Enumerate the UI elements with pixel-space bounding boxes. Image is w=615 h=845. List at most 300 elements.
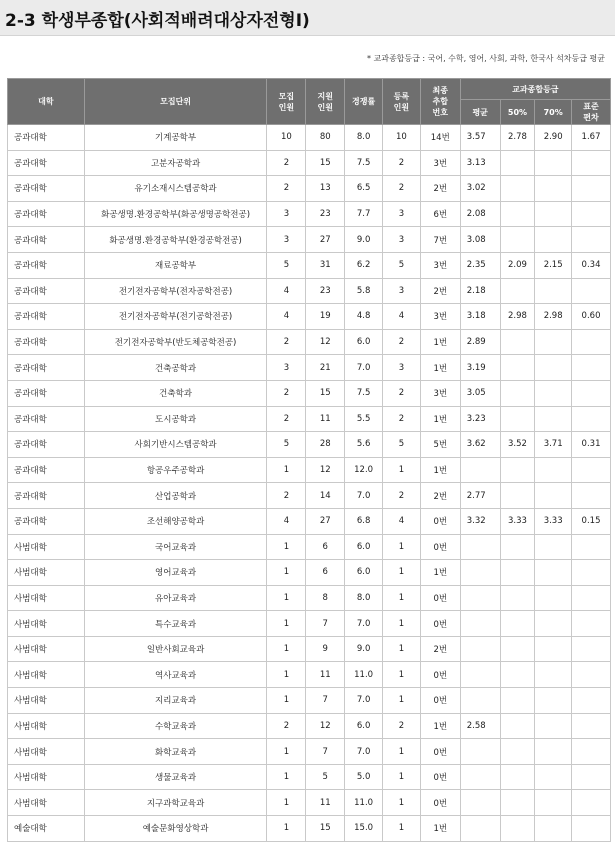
cell-quota: 3 <box>267 201 306 227</box>
cell-grade-sd <box>572 816 611 842</box>
cell-applicants: 15 <box>306 380 345 406</box>
cell-grade-sd <box>572 764 611 790</box>
cell-registered: 3 <box>383 278 421 304</box>
cell-grade-sd <box>572 790 611 816</box>
cell-grade-p70 <box>535 611 572 637</box>
cell-registered: 10 <box>383 125 421 151</box>
cell-grade-p70 <box>535 201 572 227</box>
cell-ratio: 6.0 <box>345 329 383 355</box>
cell-grade-p70: 2.90 <box>535 125 572 151</box>
cell-univ: 공과대학 <box>8 329 85 355</box>
cell-registered: 1 <box>383 790 421 816</box>
cell-applicants: 6 <box>306 534 345 560</box>
cell-univ: 공과대학 <box>8 432 85 458</box>
cell-grade-p70 <box>535 636 572 662</box>
cell-univ: 공과대학 <box>8 227 85 253</box>
cell-grade-sd <box>572 227 611 253</box>
cell-grade-sd: 0.15 <box>572 508 611 534</box>
cell-grade-p50 <box>500 150 535 176</box>
cell-final-number: 0번 <box>420 764 460 790</box>
cell-registered: 2 <box>383 483 421 509</box>
cell-grade-sd <box>572 201 611 227</box>
cell-grade-avg <box>460 688 500 714</box>
cell-grade-sd <box>572 560 611 586</box>
cell-final-number: 14번 <box>420 125 460 151</box>
cell-quota: 1 <box>267 739 306 765</box>
cell-grade-p70 <box>535 150 572 176</box>
cell-registered: 4 <box>383 508 421 534</box>
header-ratio: 경쟁률 <box>345 79 383 125</box>
cell-final-number: 0번 <box>420 790 460 816</box>
table-row <box>8 662 611 688</box>
cell-univ: 공과대학 <box>8 278 85 304</box>
cell-univ: 공과대학 <box>8 457 85 483</box>
cell-grade-avg: 2.35 <box>460 252 500 278</box>
cell-grade-p50 <box>500 227 535 253</box>
cell-registered: 4 <box>383 304 421 330</box>
table-row <box>8 688 611 714</box>
cell-applicants: 7 <box>306 739 345 765</box>
cell-applicants: 27 <box>306 227 345 253</box>
table-row <box>8 816 611 842</box>
cell-grade-p50 <box>500 201 535 227</box>
cell-dept: 기계공학부 <box>84 125 267 151</box>
cell-grade-p50: 3.52 <box>500 432 535 458</box>
header-univ: 대학 <box>8 79 85 125</box>
cell-grade-p70 <box>535 483 572 509</box>
cell-quota: 2 <box>267 176 306 202</box>
cell-univ: 공과대학 <box>8 406 85 432</box>
cell-applicants: 12 <box>306 329 345 355</box>
cell-final-number: 1번 <box>420 713 460 739</box>
cell-ratio: 5.5 <box>345 406 383 432</box>
cell-grade-p70 <box>535 176 572 202</box>
cell-grade-p70 <box>535 329 572 355</box>
cell-grade-p70: 3.71 <box>535 432 572 458</box>
cell-univ: 공과대학 <box>8 380 85 406</box>
admission-table <box>7 78 611 842</box>
cell-final-number: 1번 <box>420 560 460 586</box>
cell-grade-sd <box>572 534 611 560</box>
cell-univ: 공과대학 <box>8 355 85 381</box>
cell-grade-avg: 3.18 <box>460 304 500 330</box>
cell-final-number: 0번 <box>420 534 460 560</box>
cell-univ: 예술대학 <box>8 816 85 842</box>
cell-registered: 1 <box>383 739 421 765</box>
cell-registered: 2 <box>383 329 421 355</box>
cell-univ: 사범대학 <box>8 585 85 611</box>
header-sd: 표준 편차 <box>572 100 611 125</box>
cell-grade-avg <box>460 662 500 688</box>
table-row <box>8 713 611 739</box>
header-quota: 모집 인원 <box>267 79 306 125</box>
cell-dept: 지구과학교육과 <box>84 790 267 816</box>
cell-ratio: 9.0 <box>345 227 383 253</box>
cell-quota: 10 <box>267 125 306 151</box>
cell-grade-sd <box>572 406 611 432</box>
cell-final-number: 0번 <box>420 508 460 534</box>
cell-grade-sd: 0.34 <box>572 252 611 278</box>
cell-dept: 역사교육과 <box>84 662 267 688</box>
cell-registered: 2 <box>383 150 421 176</box>
cell-dept: 건축공학과 <box>84 355 267 381</box>
grade-note: * 교과종합등급 : 국어, 수학, 영어, 사회, 과학, 한국사 석차등급 평균 <box>366 54 605 63</box>
cell-quota: 3 <box>267 355 306 381</box>
cell-final-number: 6번 <box>420 201 460 227</box>
cell-applicants: 11 <box>306 406 345 432</box>
cell-dept: 전기전자공학부(전자공학전공) <box>84 278 267 304</box>
cell-registered: 2 <box>383 406 421 432</box>
table-row <box>8 355 611 381</box>
cell-grade-avg <box>460 764 500 790</box>
cell-grade-p70 <box>535 790 572 816</box>
cell-quota: 4 <box>267 508 306 534</box>
cell-quota: 1 <box>267 611 306 637</box>
cell-grade-sd <box>572 662 611 688</box>
cell-univ: 사범대학 <box>8 662 85 688</box>
cell-ratio: 6.8 <box>345 508 383 534</box>
cell-grade-p70 <box>535 457 572 483</box>
cell-registered: 3 <box>383 227 421 253</box>
cell-grade-avg <box>460 457 500 483</box>
cell-univ: 공과대학 <box>8 125 85 151</box>
cell-ratio: 7.0 <box>345 739 383 765</box>
cell-applicants: 12 <box>306 457 345 483</box>
cell-grade-p50: 3.33 <box>500 508 535 534</box>
cell-ratio: 6.0 <box>345 713 383 739</box>
cell-grade-avg: 3.62 <box>460 432 500 458</box>
cell-grade-p50 <box>500 662 535 688</box>
cell-final-number: 3번 <box>420 252 460 278</box>
cell-grade-sd: 0.60 <box>572 304 611 330</box>
cell-applicants: 8 <box>306 585 345 611</box>
cell-univ: 공과대학 <box>8 150 85 176</box>
cell-final-number: 3번 <box>420 304 460 330</box>
cell-final-number: 1번 <box>420 457 460 483</box>
cell-grade-sd <box>572 329 611 355</box>
cell-ratio: 6.2 <box>345 252 383 278</box>
cell-applicants: 11 <box>306 790 345 816</box>
cell-grade-p70: 2.15 <box>535 252 572 278</box>
header-applicants: 지원 인원 <box>306 79 345 125</box>
table-row <box>8 457 611 483</box>
cell-applicants: 31 <box>306 252 345 278</box>
cell-registered: 1 <box>383 816 421 842</box>
cell-ratio: 7.5 <box>345 380 383 406</box>
cell-grade-sd: 1.67 <box>572 125 611 151</box>
cell-quota: 1 <box>267 688 306 714</box>
header-final-number: 최종 추합 번호 <box>420 79 460 125</box>
cell-univ: 공과대학 <box>8 483 85 509</box>
cell-applicants: 13 <box>306 176 345 202</box>
cell-quota: 3 <box>267 227 306 253</box>
cell-grade-avg <box>460 560 500 586</box>
cell-grade-sd <box>572 585 611 611</box>
cell-grade-sd <box>572 176 611 202</box>
cell-ratio: 9.0 <box>345 636 383 662</box>
table-row <box>8 380 611 406</box>
cell-grade-sd <box>572 713 611 739</box>
cell-applicants: 12 <box>306 713 345 739</box>
cell-ratio: 7.0 <box>345 611 383 637</box>
table-row <box>8 636 611 662</box>
cell-grade-p50 <box>500 764 535 790</box>
cell-dept: 고분자공학과 <box>84 150 267 176</box>
cell-grade-avg <box>460 816 500 842</box>
cell-final-number: 2번 <box>420 636 460 662</box>
cell-registered: 2 <box>383 380 421 406</box>
cell-quota: 1 <box>267 816 306 842</box>
cell-grade-p70 <box>535 816 572 842</box>
cell-univ: 사범대학 <box>8 560 85 586</box>
cell-applicants: 7 <box>306 688 345 714</box>
cell-grade-sd <box>572 739 611 765</box>
cell-dept: 영어교육과 <box>84 560 267 586</box>
cell-ratio: 5.0 <box>345 764 383 790</box>
cell-univ: 사범대학 <box>8 790 85 816</box>
header-p50: 50% <box>500 100 535 125</box>
cell-grade-avg: 2.77 <box>460 483 500 509</box>
cell-applicants: 28 <box>306 432 345 458</box>
cell-univ: 사범대학 <box>8 636 85 662</box>
cell-dept: 전기전자공학부(반도체공학전공) <box>84 329 267 355</box>
cell-grade-p70 <box>535 764 572 790</box>
cell-grade-avg: 2.08 <box>460 201 500 227</box>
cell-grade-p50 <box>500 585 535 611</box>
cell-dept: 산업공학과 <box>84 483 267 509</box>
cell-univ: 공과대학 <box>8 201 85 227</box>
cell-dept: 화공생명.환경공학부(환경공학전공) <box>84 227 267 253</box>
cell-grade-avg: 3.13 <box>460 150 500 176</box>
cell-ratio: 15.0 <box>345 816 383 842</box>
cell-final-number: 0번 <box>420 585 460 611</box>
cell-grade-sd <box>572 611 611 637</box>
cell-applicants: 14 <box>306 483 345 509</box>
cell-ratio: 4.8 <box>345 304 383 330</box>
cell-applicants: 80 <box>306 125 345 151</box>
table-row <box>8 790 611 816</box>
cell-grade-p70 <box>535 662 572 688</box>
cell-grade-avg <box>460 739 500 765</box>
cell-grade-sd <box>572 457 611 483</box>
cell-quota: 1 <box>267 764 306 790</box>
cell-grade-p70: 3.33 <box>535 508 572 534</box>
table-row <box>8 585 611 611</box>
cell-dept: 도시공학과 <box>84 406 267 432</box>
cell-grade-sd <box>572 278 611 304</box>
cell-grade-p70 <box>535 688 572 714</box>
table-row <box>8 739 611 765</box>
cell-registered: 1 <box>383 636 421 662</box>
cell-ratio: 12.0 <box>345 457 383 483</box>
cell-grade-p70 <box>535 713 572 739</box>
cell-grade-p50: 2.09 <box>500 252 535 278</box>
cell-registered: 5 <box>383 252 421 278</box>
cell-ratio: 8.0 <box>345 125 383 151</box>
cell-final-number: 2번 <box>420 278 460 304</box>
cell-quota: 4 <box>267 304 306 330</box>
table-row <box>8 764 611 790</box>
cell-quota: 5 <box>267 252 306 278</box>
cell-final-number: 5번 <box>420 432 460 458</box>
cell-univ: 사범대학 <box>8 713 85 739</box>
cell-grade-sd <box>572 688 611 714</box>
cell-grade-p50 <box>500 560 535 586</box>
cell-grade-p70 <box>535 380 572 406</box>
cell-grade-p50 <box>500 739 535 765</box>
cell-quota: 2 <box>267 713 306 739</box>
cell-ratio: 11.0 <box>345 790 383 816</box>
cell-univ: 공과대학 <box>8 304 85 330</box>
cell-applicants: 21 <box>306 355 345 381</box>
cell-grade-avg: 3.05 <box>460 380 500 406</box>
cell-applicants: 7 <box>306 611 345 637</box>
cell-grade-avg: 3.19 <box>460 355 500 381</box>
header-avg: 평균 <box>460 100 500 125</box>
cell-dept: 국어교육과 <box>84 534 267 560</box>
cell-grade-p70 <box>535 227 572 253</box>
cell-grade-avg: 2.89 <box>460 329 500 355</box>
cell-registered: 1 <box>383 585 421 611</box>
cell-grade-p70 <box>535 406 572 432</box>
cell-dept: 화학교육과 <box>84 739 267 765</box>
cell-applicants: 27 <box>306 508 345 534</box>
cell-quota: 1 <box>267 534 306 560</box>
table-row <box>8 201 611 227</box>
cell-grade-sd <box>572 380 611 406</box>
cell-grade-p70: 2.98 <box>535 304 572 330</box>
cell-grade-p70 <box>535 278 572 304</box>
cell-final-number: 1번 <box>420 355 460 381</box>
cell-registered: 2 <box>383 713 421 739</box>
cell-ratio: 7.7 <box>345 201 383 227</box>
cell-applicants: 23 <box>306 201 345 227</box>
cell-dept: 생물교육과 <box>84 764 267 790</box>
cell-grade-avg: 3.23 <box>460 406 500 432</box>
cell-grade-sd <box>572 150 611 176</box>
cell-ratio: 7.0 <box>345 355 383 381</box>
table-row <box>8 176 611 202</box>
table-row <box>8 278 611 304</box>
cell-applicants: 11 <box>306 662 345 688</box>
cell-univ: 공과대학 <box>8 252 85 278</box>
cell-final-number: 1번 <box>420 406 460 432</box>
cell-grade-p50 <box>500 688 535 714</box>
cell-ratio: 7.0 <box>345 483 383 509</box>
cell-ratio: 7.5 <box>345 150 383 176</box>
cell-grade-avg: 2.18 <box>460 278 500 304</box>
cell-quota: 1 <box>267 636 306 662</box>
cell-grade-avg: 3.32 <box>460 508 500 534</box>
cell-grade-p70 <box>535 739 572 765</box>
table-row <box>8 483 611 509</box>
cell-dept: 일반사회교육과 <box>84 636 267 662</box>
cell-grade-avg: 3.57 <box>460 125 500 151</box>
cell-univ: 사범대학 <box>8 611 85 637</box>
cell-grade-sd <box>572 636 611 662</box>
cell-grade-p50: 2.98 <box>500 304 535 330</box>
cell-univ: 사범대학 <box>8 764 85 790</box>
cell-applicants: 23 <box>306 278 345 304</box>
cell-registered: 5 <box>383 432 421 458</box>
cell-grade-avg <box>460 534 500 560</box>
table-row <box>8 508 611 534</box>
cell-dept: 조선해양공학과 <box>84 508 267 534</box>
cell-dept: 유기소재시스템공학과 <box>84 176 267 202</box>
header-p70: 70% <box>535 100 572 125</box>
table-row <box>8 252 611 278</box>
table-row <box>8 150 611 176</box>
cell-dept: 재료공학부 <box>84 252 267 278</box>
cell-registered: 1 <box>383 688 421 714</box>
cell-applicants: 19 <box>306 304 345 330</box>
cell-applicants: 5 <box>306 764 345 790</box>
cell-dept: 수학교육과 <box>84 713 267 739</box>
cell-final-number: 2번 <box>420 483 460 509</box>
cell-quota: 1 <box>267 560 306 586</box>
cell-final-number: 0번 <box>420 739 460 765</box>
cell-final-number: 0번 <box>420 688 460 714</box>
cell-quota: 1 <box>267 662 306 688</box>
cell-dept: 특수교육과 <box>84 611 267 637</box>
cell-grade-p70 <box>535 534 572 560</box>
cell-dept: 전기전자공학부(전기공학전공) <box>84 304 267 330</box>
cell-ratio: 11.0 <box>345 662 383 688</box>
cell-registered: 1 <box>383 764 421 790</box>
cell-grade-p70 <box>535 560 572 586</box>
cell-grade-p50 <box>500 790 535 816</box>
cell-quota: 2 <box>267 329 306 355</box>
table-row <box>8 611 611 637</box>
cell-dept: 유아교육과 <box>84 585 267 611</box>
cell-registered: 3 <box>383 355 421 381</box>
cell-grade-avg: 3.08 <box>460 227 500 253</box>
cell-ratio: 6.0 <box>345 534 383 560</box>
cell-grade-sd: 0.31 <box>572 432 611 458</box>
cell-applicants: 15 <box>306 150 345 176</box>
cell-grade-avg: 3.02 <box>460 176 500 202</box>
header-grade-group: 교과종합등급 <box>460 79 610 100</box>
cell-final-number: 0번 <box>420 662 460 688</box>
cell-grade-p50: 2.78 <box>500 125 535 151</box>
header-registered: 등록 인원 <box>383 79 421 125</box>
cell-grade-avg <box>460 611 500 637</box>
table-row <box>8 534 611 560</box>
cell-grade-avg: 2.58 <box>460 713 500 739</box>
cell-grade-sd <box>572 483 611 509</box>
cell-quota: 1 <box>267 457 306 483</box>
cell-grade-p50 <box>500 534 535 560</box>
cell-dept: 항공우주공학과 <box>84 457 267 483</box>
cell-registered: 2 <box>383 176 421 202</box>
cell-quota: 2 <box>267 406 306 432</box>
cell-univ: 사범대학 <box>8 688 85 714</box>
cell-ratio: 5.6 <box>345 432 383 458</box>
cell-grade-p50 <box>500 611 535 637</box>
cell-dept: 화공생명.환경공학부(화공생명공학전공) <box>84 201 267 227</box>
cell-grade-p50 <box>500 278 535 304</box>
cell-grade-avg <box>460 636 500 662</box>
table-row <box>8 560 611 586</box>
cell-quota: 5 <box>267 432 306 458</box>
cell-final-number: 1번 <box>420 816 460 842</box>
cell-univ: 사범대학 <box>8 534 85 560</box>
cell-registered: 3 <box>383 201 421 227</box>
cell-quota: 2 <box>267 483 306 509</box>
cell-grade-p50 <box>500 457 535 483</box>
cell-registered: 1 <box>383 534 421 560</box>
cell-quota: 4 <box>267 278 306 304</box>
